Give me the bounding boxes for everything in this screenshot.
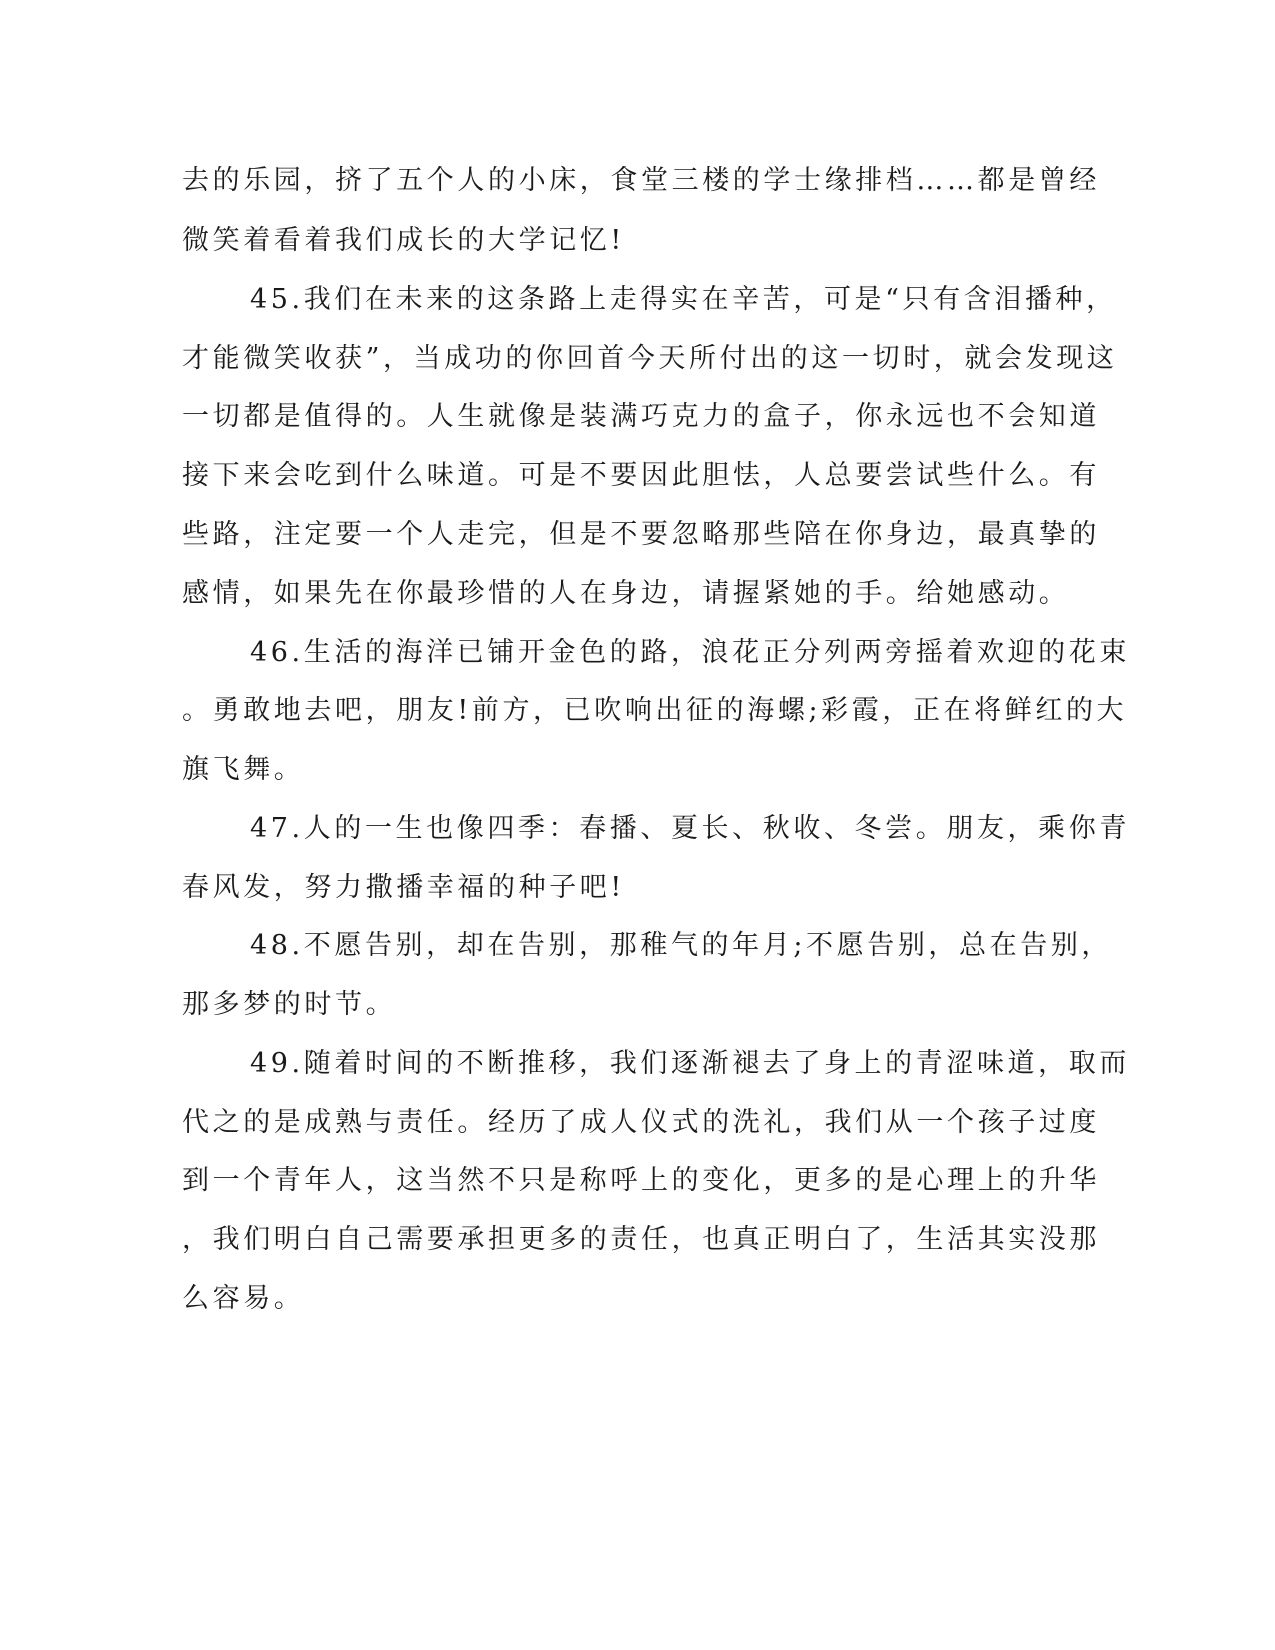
text-line: 微笑着看着我们成长的大学记忆! [182,225,625,256]
text-line: ，我们明白自己需要承担更多的责任，也真正明白了，生活其实没那 [182,1224,1100,1255]
text-line: 到一个青年人，这当然不只是称呼上的变化，更多的是心理上的升华 [182,1165,1100,1196]
text-line: 一切都是值得的。人生就像是装满巧克力的盒子，你永远也不会知道 [182,401,1100,432]
paragraph-46-start: 46.生活的海洋已铺开金色的路，浪花正分列两旁摇着欢迎的花束 [250,637,1130,668]
paragraph-48-start: 48.不愿告别，却在告别，那稚气的年月;不愿告别，总在告别， [250,930,1113,961]
text-line: 些路，注定要一个人走完，但是不要忽略那些陪在你身边，最真挚的 [182,519,1100,550]
text-line: 春风发，努力撒播幸福的种子吧! [182,872,625,903]
text-line: 接下来会吃到什么味道。可是不要因此胆怯，人总要尝试些什么。有 [182,460,1100,491]
text-line: 旗飞舞。 [182,754,305,785]
text-line: 感情，如果先在你最珍惜的人在身边，请握紧她的手。给她感动。 [182,578,1070,609]
text-line: 代之的是成熟与责任。经历了成人仪式的洗礼，我们从一个孩子过度 [182,1107,1100,1138]
text-line: 才能微笑收获”，当成功的你回首今天所付出的这一切时，就会发现这 [182,343,1118,374]
paragraph-47-start: 47.人的一生也像四季：春播、夏长、秋收、冬尝。朋友，乘你青 [250,813,1130,844]
paragraph-49-start: 49.随着时间的不断推移，我们逐渐褪去了身上的青涩味道，取而 [250,1048,1130,1079]
text-line: 那多梦的时节。 [182,989,397,1020]
paragraph-45-start: 45.我们在未来的这条路上走得实在辛苦，可是“只有含泪播种， [250,284,1117,315]
text-line: 。勇敢地去吧，朋友!前方，已吹响出征的海螺;彩霞，正在将鲜红的大 [182,695,1128,726]
text-line: 么容易。 [182,1283,305,1314]
text-line: 去的乐园，挤了五个人的小床，食堂三楼的学士缘排档……都是曾经 [182,165,1100,196]
